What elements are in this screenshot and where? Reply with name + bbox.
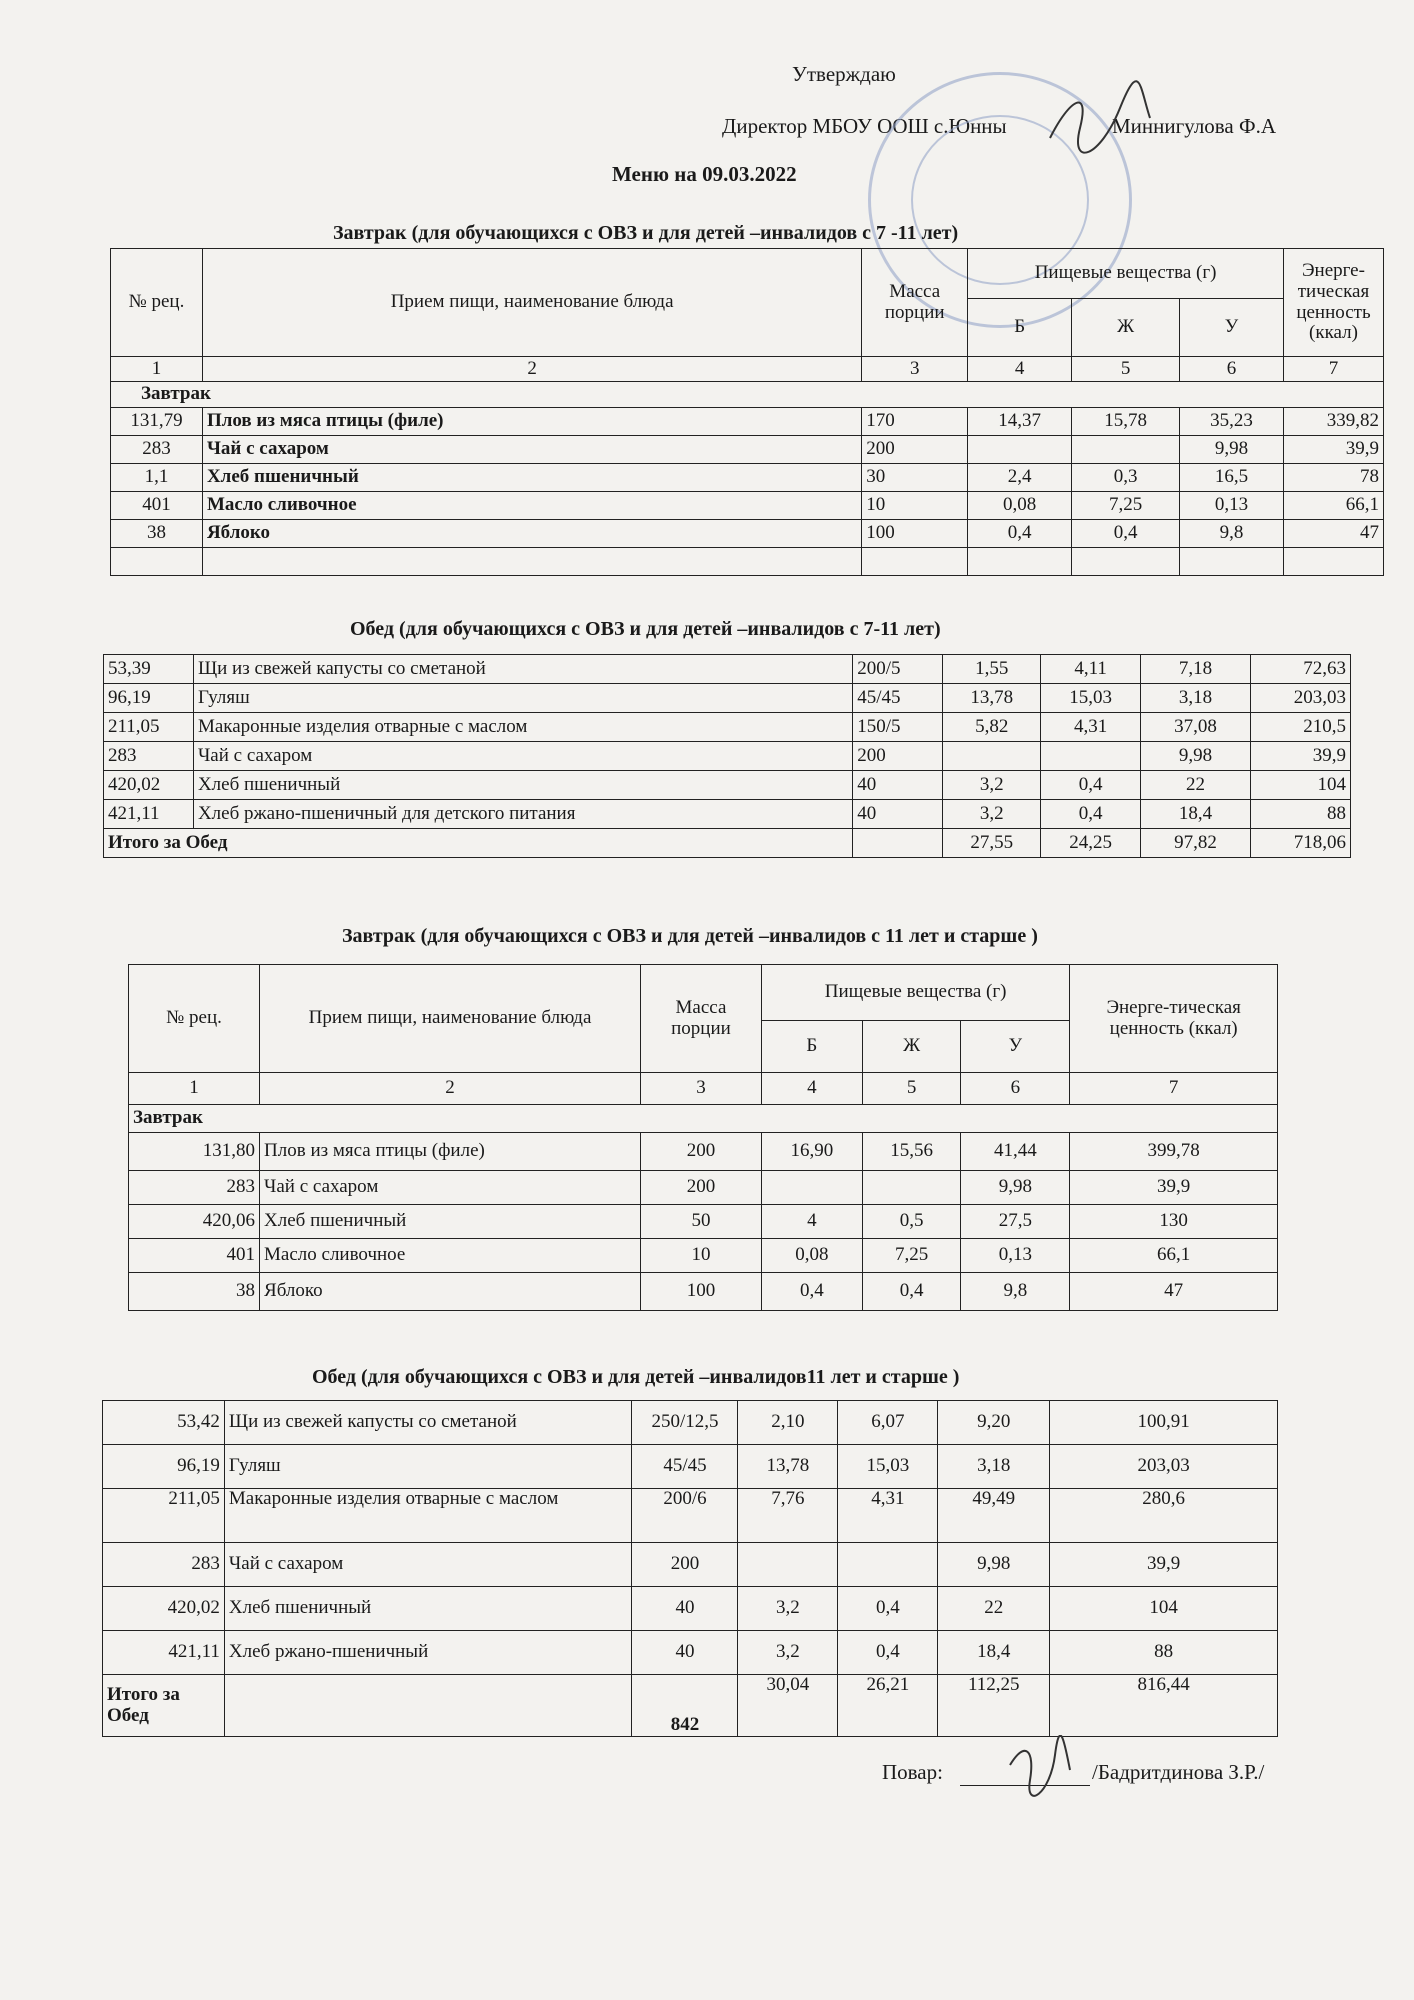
header-mass: Масса порции (640, 965, 761, 1073)
breakfast-table-11-plus (128, 964, 1278, 1311)
cell-energy: 130 (1070, 1205, 1278, 1239)
menu-title: Меню на 09.03.2022 (612, 162, 797, 186)
total-u: 112,25 (938, 1675, 1050, 1737)
cell-b: 0,4 (761, 1273, 862, 1311)
cell-mass: 40 (632, 1587, 738, 1631)
breakfast-table-7-11 (110, 248, 1384, 576)
cell-u: 41,44 (961, 1133, 1070, 1171)
cell-b: 4 (761, 1205, 862, 1239)
table-row (103, 1489, 1278, 1543)
cell-u: 0,13 (1180, 492, 1284, 520)
cell-num: 401 (111, 492, 203, 520)
table-row (104, 771, 1351, 800)
total-b: 30,04 (738, 1675, 838, 1737)
idx-cell: 2 (260, 1073, 641, 1105)
cook-name: /Бадритдинова З.Р./ (1092, 1760, 1265, 1784)
cell-energy: 39,9 (1283, 436, 1383, 464)
cell-dish: Хлеб пшеничный (202, 464, 861, 492)
section1-title: Завтрак (для обучающихся с ОВЗ и для детей –инвалидов с 7 -11 лет) (333, 222, 959, 244)
table-row (111, 436, 1384, 464)
table-row (103, 1401, 1278, 1445)
cell-num: 131,80 (129, 1133, 260, 1171)
total-mass: 842 (632, 1675, 738, 1737)
cell-energy: 399,78 (1070, 1133, 1278, 1171)
table-row (103, 1445, 1278, 1489)
cell-mass: 170 (862, 408, 968, 436)
cell-num: 131,79 (111, 408, 203, 436)
cell-zh: 15,03 (1041, 684, 1141, 713)
cell-mass: 150/5 (853, 713, 943, 742)
cell-num: 420,02 (103, 1587, 225, 1631)
idx-cell: 5 (1072, 357, 1180, 382)
cell-num: 38 (111, 520, 203, 548)
idx-cell: 5 (862, 1073, 961, 1105)
cell-energy: 203,03 (1251, 684, 1351, 713)
idx-cell: 1 (129, 1073, 260, 1105)
total-zh: 24,25 (1041, 829, 1141, 858)
cell-mass: 30 (862, 464, 968, 492)
total-row (103, 1675, 1278, 1737)
cell-b: 3,2 (943, 771, 1041, 800)
cell-zh: 0,3 (1072, 464, 1180, 492)
total-label: Итого за Обед (103, 1675, 225, 1737)
cell-mass: 40 (853, 771, 943, 800)
cell-b (761, 1171, 862, 1205)
cell-num: 420,02 (104, 771, 194, 800)
cell-u: 3,18 (1141, 684, 1251, 713)
header-dish: Прием пищи, наименование блюда (202, 249, 861, 357)
cook-signature (1000, 1735, 1080, 1805)
cell-u: 37,08 (1141, 713, 1251, 742)
cell-energy: 203,03 (1050, 1445, 1278, 1489)
cell-mass: 45/45 (632, 1445, 738, 1489)
cell-u: 9,98 (938, 1543, 1050, 1587)
cell-u: 9,98 (961, 1171, 1070, 1205)
cell-mass: 200 (632, 1543, 738, 1587)
cell-b: 13,78 (943, 684, 1041, 713)
cell-b: 0,4 (968, 520, 1072, 548)
cell-energy: 47 (1283, 520, 1383, 548)
cell-u: 22 (1141, 771, 1251, 800)
cell-b: 3,2 (738, 1631, 838, 1675)
cell-num: 421,11 (103, 1631, 225, 1675)
total-label: Итого за Обед (104, 829, 853, 858)
cell-energy: 72,63 (1251, 655, 1351, 684)
header-num: № рец. (111, 249, 203, 357)
total-zh: 26,21 (838, 1675, 938, 1737)
table-row (111, 408, 1384, 436)
director-name: Миннигулова Ф.А (1112, 114, 1277, 138)
idx-cell: 3 (640, 1073, 761, 1105)
cell-energy: 66,1 (1283, 492, 1383, 520)
idx-cell: 4 (968, 357, 1072, 382)
cell-energy: 66,1 (1070, 1239, 1278, 1273)
cell-u: 0,13 (961, 1239, 1070, 1273)
cell-b: 16,90 (761, 1133, 862, 1171)
total-row (104, 829, 1351, 858)
cell-num: 283 (129, 1171, 260, 1205)
cell-zh: 0,5 (862, 1205, 961, 1239)
table-row (129, 1171, 1278, 1205)
cell-dish: Щи из свежей капусты со сметаной (193, 655, 852, 684)
cell-zh: 0,4 (1041, 800, 1141, 829)
header-nutrients: Пищевые вещества (г) (968, 249, 1284, 299)
cell-u: 9,8 (1180, 520, 1284, 548)
cell-dish: Щи из свежей капусты со сметаной (224, 1401, 632, 1445)
cell-u: 3,18 (938, 1445, 1050, 1489)
cell-energy: 39,9 (1070, 1171, 1278, 1205)
cell-energy: 39,9 (1251, 742, 1351, 771)
cell-mass: 100 (640, 1273, 761, 1311)
cell-b: 13,78 (738, 1445, 838, 1489)
cell-dish: Масло сливочное (202, 492, 861, 520)
table-row (103, 1587, 1278, 1631)
cell-u: 9,20 (938, 1401, 1050, 1445)
cell-mass: 45/45 (853, 684, 943, 713)
total-energy: 816,44 (1050, 1675, 1278, 1737)
cell-zh: 15,78 (1072, 408, 1180, 436)
cell-u: 35,23 (1180, 408, 1284, 436)
cell-zh: 4,31 (838, 1489, 938, 1543)
cell-num: 421,11 (104, 800, 194, 829)
table-row (111, 464, 1384, 492)
header-zh: Ж (1072, 299, 1180, 357)
header-dish: Прием пищи, наименование блюда (260, 965, 641, 1073)
table-row (129, 1133, 1278, 1171)
cell-zh: 0,4 (1041, 771, 1141, 800)
director-signature (1040, 78, 1160, 168)
cell-num: 1,1 (111, 464, 203, 492)
total-energy: 718,06 (1251, 829, 1351, 858)
section4-title: Обед (для обучающихся с ОВЗ и для детей –инвалидов11 лет и старше ) (312, 1366, 960, 1388)
cell-zh: 0,4 (862, 1273, 961, 1311)
cell-zh: 0,4 (838, 1587, 938, 1631)
idx-cell: 7 (1283, 357, 1383, 382)
cell-energy: 104 (1251, 771, 1351, 800)
cell-energy: 88 (1050, 1631, 1278, 1675)
cell-zh: 0,4 (1072, 520, 1180, 548)
cell-dish: Яблоко (260, 1273, 641, 1311)
header-u: У (1180, 299, 1284, 357)
cell-zh: 7,25 (1072, 492, 1180, 520)
section2-title: Обед (для обучающихся с ОВЗ и для детей –инвалидов с 7-11 лет) (350, 618, 941, 640)
director-position: Директор МБОУ ООШ с.Юнны (722, 114, 1007, 138)
cell-num: 283 (104, 742, 194, 771)
idx-cell: 2 (202, 357, 861, 382)
table-row (129, 1205, 1278, 1239)
header-energy: Энерге-тическая ценность (ккал) (1070, 965, 1278, 1073)
cell-energy: 280,6 (1050, 1489, 1278, 1543)
cell-num: 211,05 (104, 713, 194, 742)
cell-num: 53,42 (103, 1401, 225, 1445)
lunch-table-7-11 (103, 654, 1351, 858)
cell-dish: Масло сливочное (260, 1239, 641, 1273)
cell-dish: Чай с сахаром (224, 1543, 632, 1587)
cook-label: Повар: (882, 1760, 943, 1784)
header-energy: Энерге-тическая ценность (ккал) (1283, 249, 1383, 357)
cell-u: 22 (938, 1587, 1050, 1631)
cell-dish: Плов из мяса птицы (филе) (260, 1133, 641, 1171)
cell-u: 27,5 (961, 1205, 1070, 1239)
cell-num: 401 (129, 1239, 260, 1273)
cell-u: 9,98 (1180, 436, 1284, 464)
cell-u: 16,5 (1180, 464, 1284, 492)
cell-u: 18,4 (938, 1631, 1050, 1675)
cell-mass: 250/12,5 (632, 1401, 738, 1445)
cell-mass: 50 (640, 1205, 761, 1239)
cell-energy: 39,9 (1050, 1543, 1278, 1587)
cell-zh (1072, 436, 1180, 464)
table-row (111, 492, 1384, 520)
cell-dish: Чай с сахаром (193, 742, 852, 771)
table-row (104, 800, 1351, 829)
cell-dish: Хлеб ржано-пшеничный (224, 1631, 632, 1675)
cell-dish: Хлеб пшеничный (260, 1205, 641, 1239)
table-row (103, 1631, 1278, 1675)
table-row (129, 1239, 1278, 1273)
cell-dish: Макаронные изделия отварные с маслом (193, 713, 852, 742)
cell-b: 3,2 (738, 1587, 838, 1631)
cell-energy: 339,82 (1283, 408, 1383, 436)
cell-b: 7,76 (738, 1489, 838, 1543)
idx-cell: 7 (1070, 1073, 1278, 1105)
idx-cell: 4 (761, 1073, 862, 1105)
cell-zh: 15,03 (838, 1445, 938, 1489)
section3-title: Завтрак (для обучающихся с ОВЗ и для детей –инвалидов с 11 лет и старше ) (342, 925, 1038, 947)
cell-mass: 40 (632, 1631, 738, 1675)
cell-u: 18,4 (1141, 800, 1251, 829)
header-u: У (961, 1021, 1070, 1073)
cell-mass: 10 (640, 1239, 761, 1273)
table-row (103, 1543, 1278, 1587)
table-row-empty (111, 548, 1384, 576)
cell-u: 49,49 (938, 1489, 1050, 1543)
cell-b: 5,82 (943, 713, 1041, 742)
cell-zh: 15,56 (862, 1133, 961, 1171)
cell-b: 2,10 (738, 1401, 838, 1445)
cell-b: 2,4 (968, 464, 1072, 492)
cell-mass: 10 (862, 492, 968, 520)
cell-mass: 40 (853, 800, 943, 829)
table-row (104, 655, 1351, 684)
lunch-table-11-plus (102, 1400, 1278, 1737)
cell-energy: 104 (1050, 1587, 1278, 1631)
group-label: Завтрак (129, 1105, 1278, 1133)
cell-dish: Макаронные изделия отварные с маслом (224, 1489, 632, 1543)
cell-mass: 100 (862, 520, 968, 548)
idx-cell: 1 (111, 357, 203, 382)
header-num: № рец. (129, 965, 260, 1073)
header-zh: Ж (862, 1021, 961, 1073)
group-label: Завтрак (111, 382, 1384, 408)
approve-label: Утверждаю (792, 62, 896, 86)
cell-dish: Гуляш (224, 1445, 632, 1489)
header-b: Б (968, 299, 1072, 357)
cell-energy: 88 (1251, 800, 1351, 829)
cell-energy: 78 (1283, 464, 1383, 492)
idx-cell: 3 (862, 357, 968, 382)
cell-num: 211,05 (103, 1489, 225, 1543)
table-row (104, 713, 1351, 742)
cell-zh (862, 1171, 961, 1205)
cell-b: 0,08 (968, 492, 1072, 520)
cell-dish: Гуляш (193, 684, 852, 713)
cell-b (968, 436, 1072, 464)
cell-b: 0,08 (761, 1239, 862, 1273)
cell-zh: 6,07 (838, 1401, 938, 1445)
table-row (104, 742, 1351, 771)
cell-mass: 200 (862, 436, 968, 464)
cell-zh: 4,11 (1041, 655, 1141, 684)
cell-zh (838, 1543, 938, 1587)
cell-b: 1,55 (943, 655, 1041, 684)
cell-num: 283 (111, 436, 203, 464)
cell-u: 9,8 (961, 1273, 1070, 1311)
cell-dish: Хлеб ржано-пшеничный для детского питания (193, 800, 852, 829)
cell-num: 283 (103, 1543, 225, 1587)
cell-energy: 210,5 (1251, 713, 1351, 742)
cell-num: 53,39 (104, 655, 194, 684)
cell-dish: Плов из мяса птицы (филе) (202, 408, 861, 436)
cell-dish: Хлеб пшеничный (224, 1587, 632, 1631)
cell-mass: 200/5 (853, 655, 943, 684)
header-b: Б (761, 1021, 862, 1073)
cell-zh: 4,31 (1041, 713, 1141, 742)
cell-mass: 200 (853, 742, 943, 771)
cell-b: 14,37 (968, 408, 1072, 436)
cell-dish: Чай с сахаром (260, 1171, 641, 1205)
cell-num: 38 (129, 1273, 260, 1311)
cell-zh: 7,25 (862, 1239, 961, 1273)
cell-mass: 200/6 (632, 1489, 738, 1543)
cell-u: 7,18 (1141, 655, 1251, 684)
cell-energy: 100,91 (1050, 1401, 1278, 1445)
cell-num: 96,19 (104, 684, 194, 713)
cell-b (738, 1543, 838, 1587)
cell-dish: Чай с сахаром (202, 436, 861, 464)
cell-zh (1041, 742, 1141, 771)
idx-cell: 6 (961, 1073, 1070, 1105)
cell-b: 3,2 (943, 800, 1041, 829)
cell-mass: 200 (640, 1133, 761, 1171)
cell-num: 96,19 (103, 1445, 225, 1489)
idx-cell: 6 (1180, 357, 1284, 382)
table-row (111, 520, 1384, 548)
cell-dish: Хлеб пшеничный (193, 771, 852, 800)
total-b: 27,55 (943, 829, 1041, 858)
cell-zh: 0,4 (838, 1631, 938, 1675)
cell-u: 9,98 (1141, 742, 1251, 771)
header-mass: Масса порции (862, 249, 968, 357)
total-u: 97,82 (1141, 829, 1251, 858)
cell-energy: 47 (1070, 1273, 1278, 1311)
cell-dish: Яблоко (202, 520, 861, 548)
cell-mass: 200 (640, 1171, 761, 1205)
cell-b (943, 742, 1041, 771)
header-nutrients: Пищевые вещества (г) (761, 965, 1069, 1021)
table-row (104, 684, 1351, 713)
table-row (129, 1273, 1278, 1311)
cell-num: 420,06 (129, 1205, 260, 1239)
